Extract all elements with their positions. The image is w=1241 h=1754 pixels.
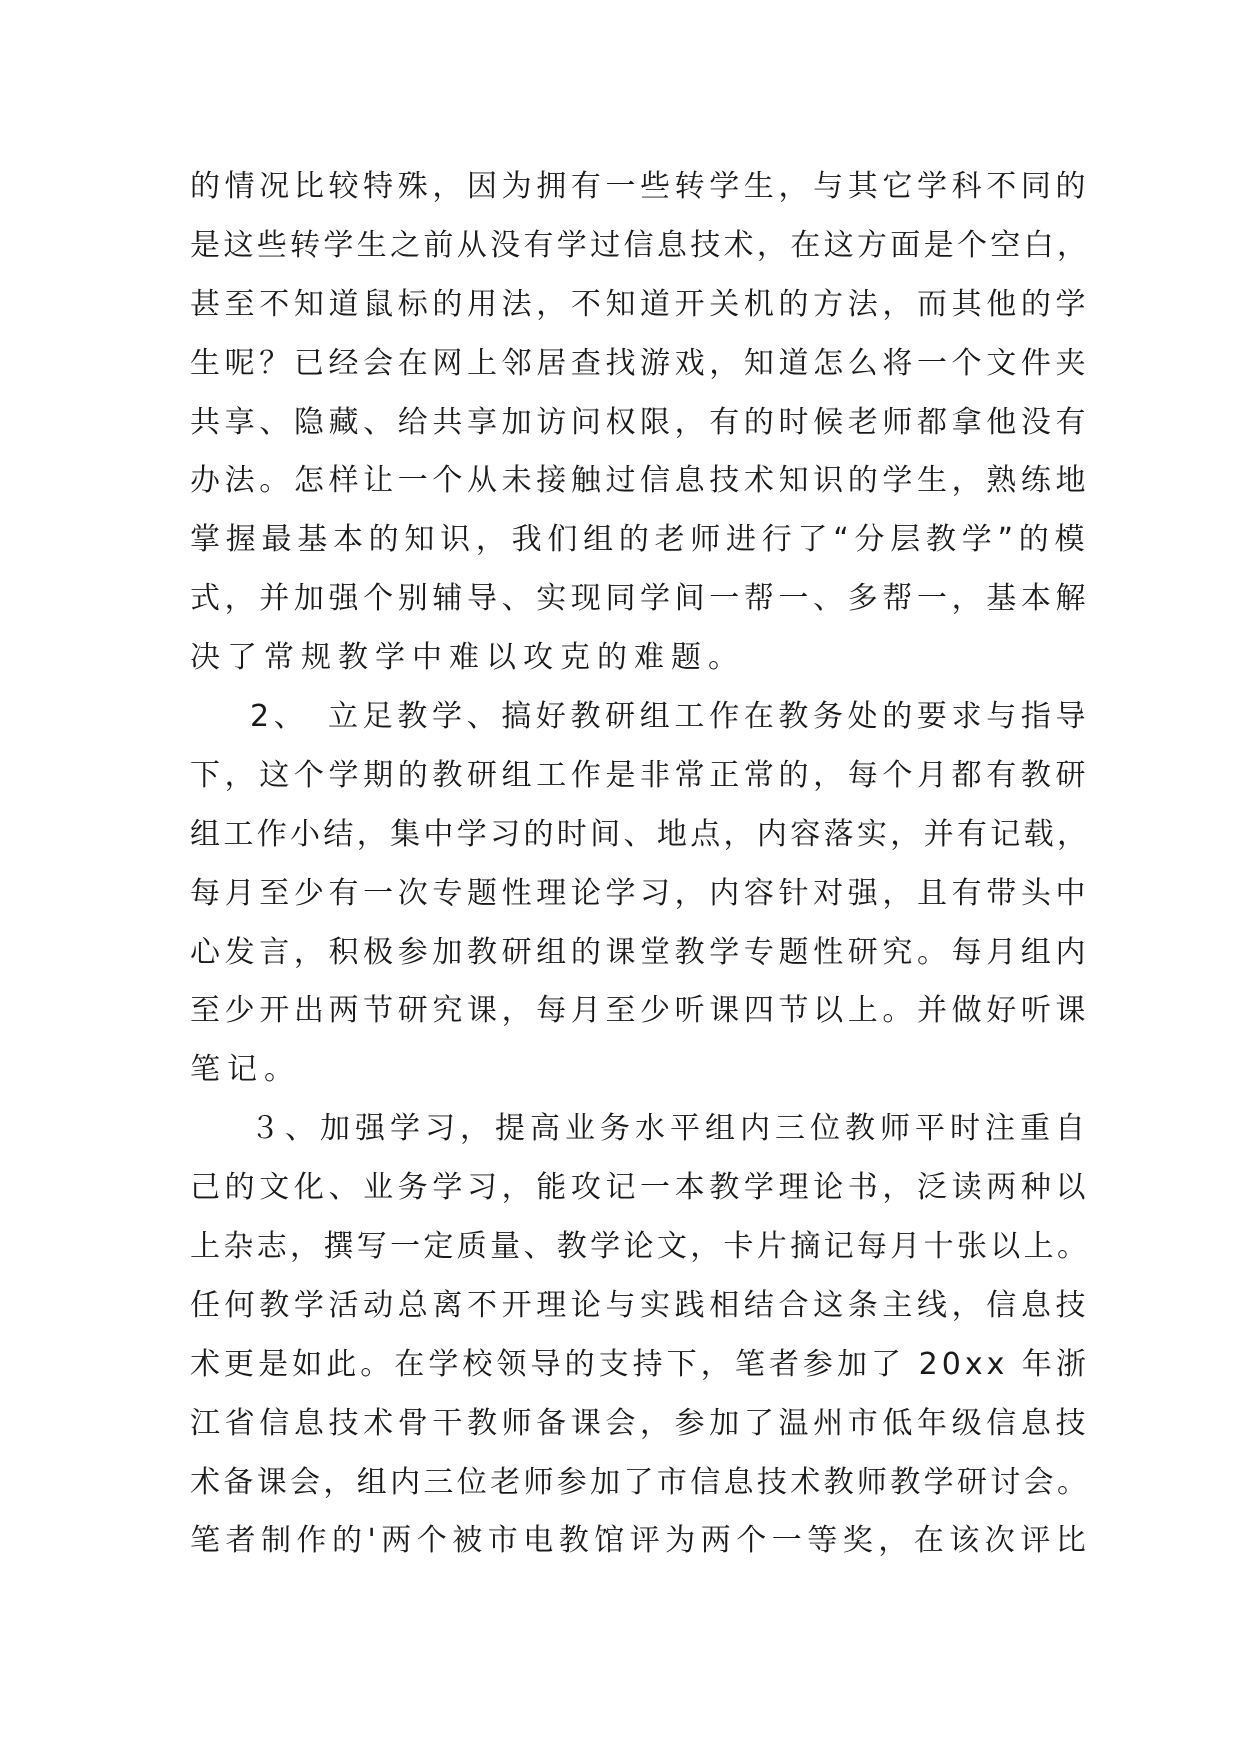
text-line: 掌握最基本的知识，我们组的老师进行了“分层教学”的模 bbox=[190, 522, 1090, 558]
text-line: 组工作小结，集中学习的时间、地点，内容落实，并有记载， bbox=[190, 816, 1090, 852]
text-line: 是这些转学生之前从没有学过信息技术，在这方面是个空白， bbox=[190, 227, 1090, 263]
text-line: 决了常规教学中难以攻克的难题。 bbox=[190, 640, 745, 676]
text-line: 江省信息技术骨干教师备课会，参加了温州市低年级信息技 bbox=[190, 1405, 1090, 1441]
text-line: 甚至不知道鼠标的用法，不知道开关机的方法，而其他的学 bbox=[190, 286, 1090, 322]
text-line: 的情况比较特殊，因为拥有一些转学生，与其它学科不同的 bbox=[190, 169, 1090, 204]
text-line: 任何教学活动总离不开理论与实践相结合这条主线，信息技 bbox=[190, 1287, 1090, 1323]
text-line: ３、加强学习，提高业务水平组内三位教师平时注重自 bbox=[250, 1111, 1090, 1147]
text-line: 生呢？已经会在网上邻居查找游戏，知道怎么将一个文件夹 bbox=[190, 345, 1090, 381]
body-text bbox=[190, 158, 1090, 1571]
text-line: 术备课会，组内三位老师参加了市信息技术教师教学研讨会。 bbox=[190, 1464, 1090, 1500]
text-line: 共享、隐藏、给共享加访问权限，有的时候老师都拿他没有 bbox=[190, 404, 1090, 440]
text-line: 至少开出两节研究课，每月至少听课四节以上。并做好听课 bbox=[190, 993, 1090, 1029]
text-line: 办法。怎样让一个从未接触过信息技术知识的学生，熟练地 bbox=[190, 463, 1090, 499]
text-line: 2、 立足教学、搞好教研组工作在教务处的要求与指导 bbox=[250, 699, 1090, 735]
text-line: 笔者制作的'两个被市电教馆评为两个一等奖，在该次评比 bbox=[190, 1523, 1092, 1559]
text-line: 每月至少有一次专题性理论学习，内容针对强，且有带头中 bbox=[190, 875, 1090, 911]
text-line: 上杂志，撰写一定质量、教学论文，卡片摘记每月十张以上。 bbox=[190, 1229, 1090, 1265]
text-line: 式，并加强个别辅导、实现同学间一帮一、多帮一，基本解 bbox=[190, 581, 1090, 617]
text-line: 笔记。 bbox=[190, 1052, 301, 1088]
text-line: 己的文化、业务学习，能攻记一本教学理论书，泛读两种以 bbox=[190, 1170, 1090, 1206]
text-line: 术更是如此。在学校领导的支持下，笔者参加了 20xx 年浙 bbox=[190, 1346, 1090, 1382]
text-line: 心发言，积极参加教研组的课堂教学专题性研究。每月组内 bbox=[190, 934, 1090, 970]
text-line: 下，这个学期的教研组工作是非常正常的，每个月都有教研 bbox=[190, 757, 1090, 793]
